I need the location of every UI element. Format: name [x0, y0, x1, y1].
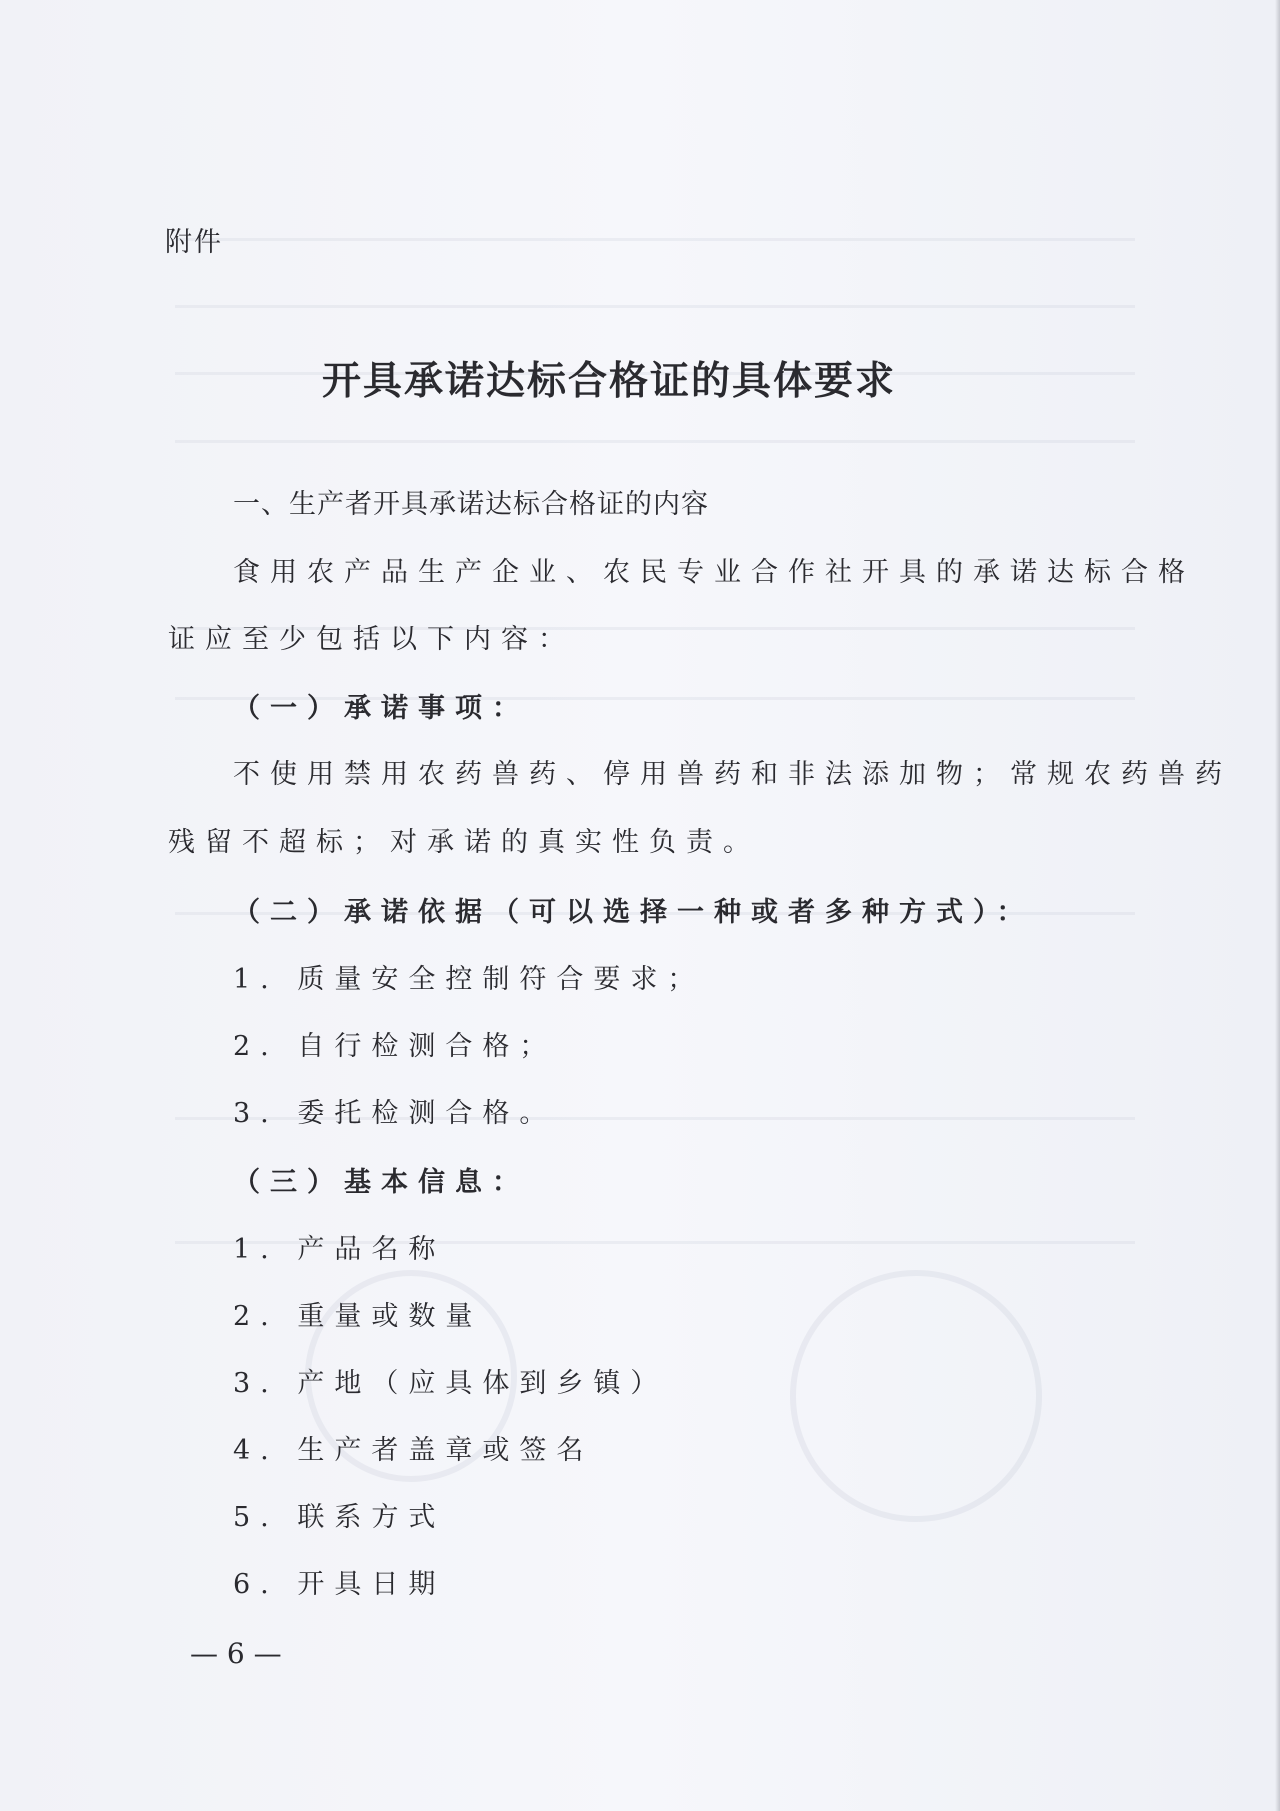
list-item: 5. 联系方式	[233, 1502, 446, 1533]
intro-paragraph-line-1: 食用农产品生产企业、农民专业合作社开具的承诺达标合格	[233, 557, 1195, 588]
bleed-through-line	[175, 305, 1135, 308]
list-item: 4. 生产者盖章或签名	[233, 1435, 594, 1466]
page-edge-shadow	[1275, 0, 1280, 1811]
bleed-through-line	[175, 440, 1135, 443]
page-title: 开具承诺达标合格证的具体要求	[322, 358, 897, 404]
intro-paragraph-line-2: 证应至少包括以下内容：	[168, 624, 575, 655]
list-item: 2. 重量或数量	[233, 1301, 483, 1332]
subsection-3-title: （三）基本信息：	[233, 1167, 529, 1198]
bleed-through-line	[175, 238, 1135, 241]
list-item: 6. 开具日期	[233, 1569, 446, 1600]
section-heading: 一、生产者开具承诺达标合格证的内容	[233, 489, 709, 520]
subsection-2-title: （二）承诺依据（可以选择一种或者多种方式）：	[233, 897, 1034, 928]
list-item: 1. 产品名称	[233, 1234, 446, 1265]
list-item: 1. 质量安全控制符合要求；	[233, 964, 705, 995]
list-item: 2. 自行检测合格；	[233, 1031, 557, 1062]
subsection-1-line-2: 残留不超标；对承诺的真实性负责。	[168, 827, 760, 858]
subsection-1-title: （一）承诺事项：	[233, 693, 529, 724]
list-item: 3. 产地（应具体到乡镇）	[233, 1368, 668, 1399]
bleed-through-seal	[790, 1270, 1042, 1522]
list-item: 3. 委托检测合格。	[233, 1098, 557, 1129]
page-number: — 6 —	[190, 1637, 282, 1670]
annex-label: 附件	[165, 227, 223, 258]
subsection-1-line-1: 不使用禁用农药兽药、停用兽药和非法添加物；常规农药兽药	[233, 759, 1232, 790]
